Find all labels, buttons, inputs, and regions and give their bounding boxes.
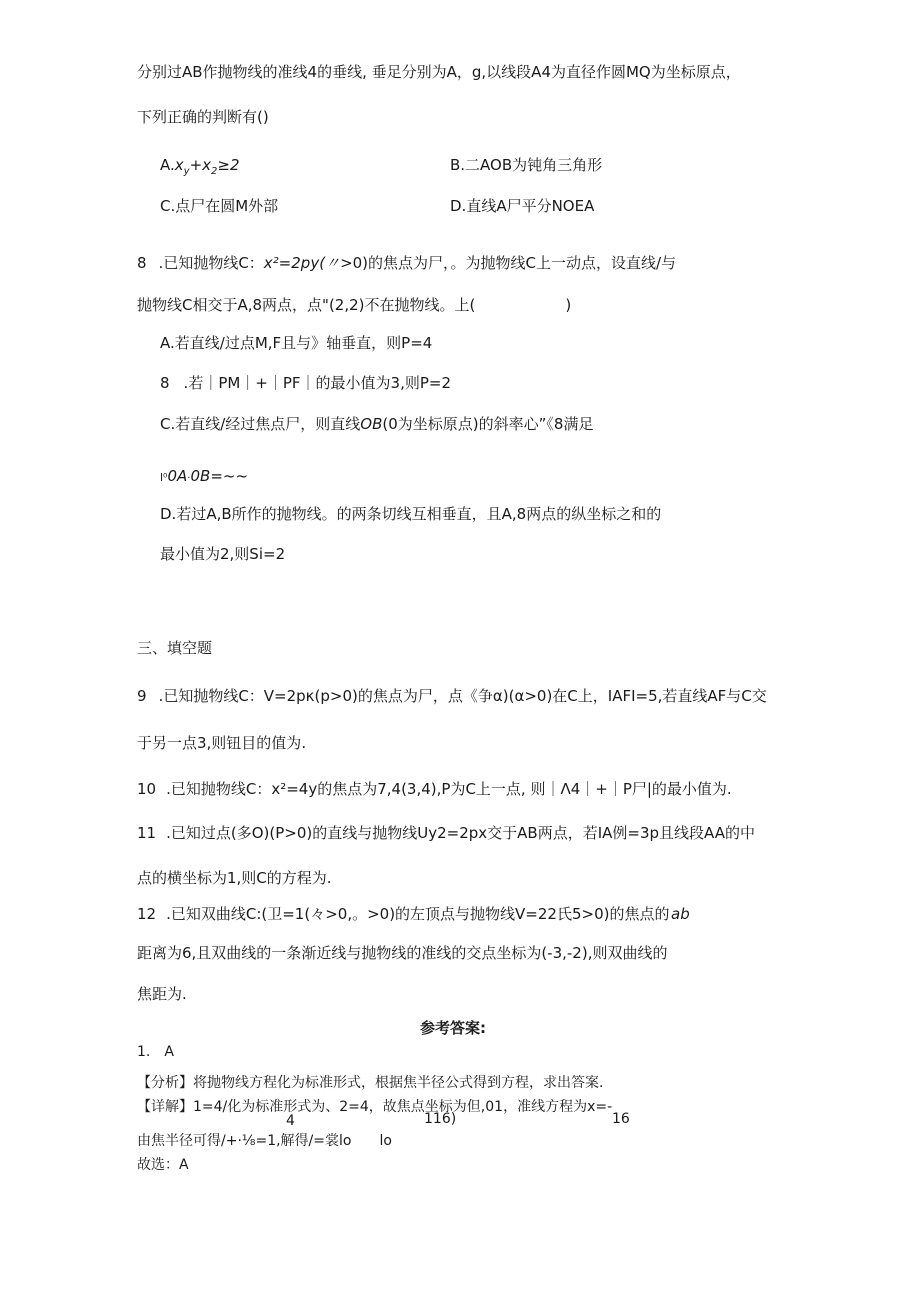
q12-fraction-denominators: ab [671,905,690,923]
q8-option-d-line1: D.若过A,B所作的抛物线。的两条切线互相垂直，且A,8两点的纵坐标之和的 [160,505,662,523]
q9-line2: 于另一点3,则钮目的值为. [137,734,307,752]
q7-stem-line1: 分别过AB作抛物线的准线4的垂线, 垂足分别为A，g,以线段A4为直径作圆MQ为坐标原点， [137,63,741,81]
q7-option-b: B.二AOB为钝角三角形 [450,156,603,174]
answer-1-derivation: 由焦半径可得/+·⅛=1,解得/=裳lo lo [137,1133,392,1149]
section-heading-fill-in: 三、填空题 [137,639,213,657]
answer-1: 1. A [137,1044,174,1060]
answer-1-detail-sub-116: 116) [424,1111,457,1127]
q8-option-c-formula: l⁰0A·0B=~~ [160,467,249,485]
answers-title: 参考答案: [420,1019,486,1037]
q8-option-b: 8 .若｜PM｜+｜PF｜的最小值为3,则P=2 [160,374,452,392]
q10-line1: 10 .已知抛物线C：x²=4y的焦点为7,4(3,4),P为C上一点, 则｜Λ4｜+｜P尸|的最小值为. [137,780,732,798]
q7-option-d: D.直线A尸平分NOEA [450,197,595,215]
answer-1-detail-sub-4: 4 [286,1113,295,1129]
q12-line2: 距离为6,且双曲线的一条渐近线与抛物线的准线的交点坐标为(-3,-2),则双曲线的 [137,944,668,962]
q8-option-d-line2: 最小值为2,则Si=2 [160,545,286,563]
q8-option-c: C.若直线/经过焦点尸，则直线OB(0为坐标原点)的斜率心”《8满足 [160,415,594,433]
q7-option-a: $A.x_y+x_2\ge 2$ [160,156,240,177]
q7-stem-line2: 下列正确的判断有() [137,108,269,126]
answer-1-detail: 【详解】1=4/化为标准形式为、2=4，故焦点坐标为但,01，准线方程为x=- [137,1099,613,1115]
q11-line1: 11 .已知过点(多O)(P>0)的直线与抛物线Uy2=2px交于AB两点，若IA例=3p且线段AA的中 [137,824,755,842]
answer-1-detail-sub-16: 16 [612,1111,630,1127]
q12-line1: 12 .已知双曲线C:(卫=1(々>0,。>0)的左顶点与抛物线V=22氏5>0)的焦点的 [137,905,670,923]
answer-1-analysis: 【分析】将抛物线方程化为标准形式，根据焦半径公式得到方程，求出答案. [137,1075,604,1091]
q7-option-c: C.点尸在圆M外部 [160,197,279,215]
q8-stem-line2: 抛物线C相交于A,8两点，点"(2,2)不在抛物线。上( ) [137,296,572,314]
q12-line3: 焦距为. [137,985,187,1003]
answer-1-choice: 故选：A [137,1157,189,1173]
q11-line2: 点的横坐标为1,则C的方程为. [137,869,332,887]
q8-option-a: A.若直线/过点M,F且与》轴垂直，则P=4 [160,334,433,352]
q9-line1: 9 .已知抛物线C：V=2pκ(p>0)的焦点为尸，点《争α)(α>0)在C上，IAFI=5,若直线AF与C交 [137,687,767,705]
q8-stem-line1: 8 .已知抛物线C：x²=2py(〃>0)的焦点为尸，。为抛物线C上一动点，设直线/与 [137,254,677,272]
